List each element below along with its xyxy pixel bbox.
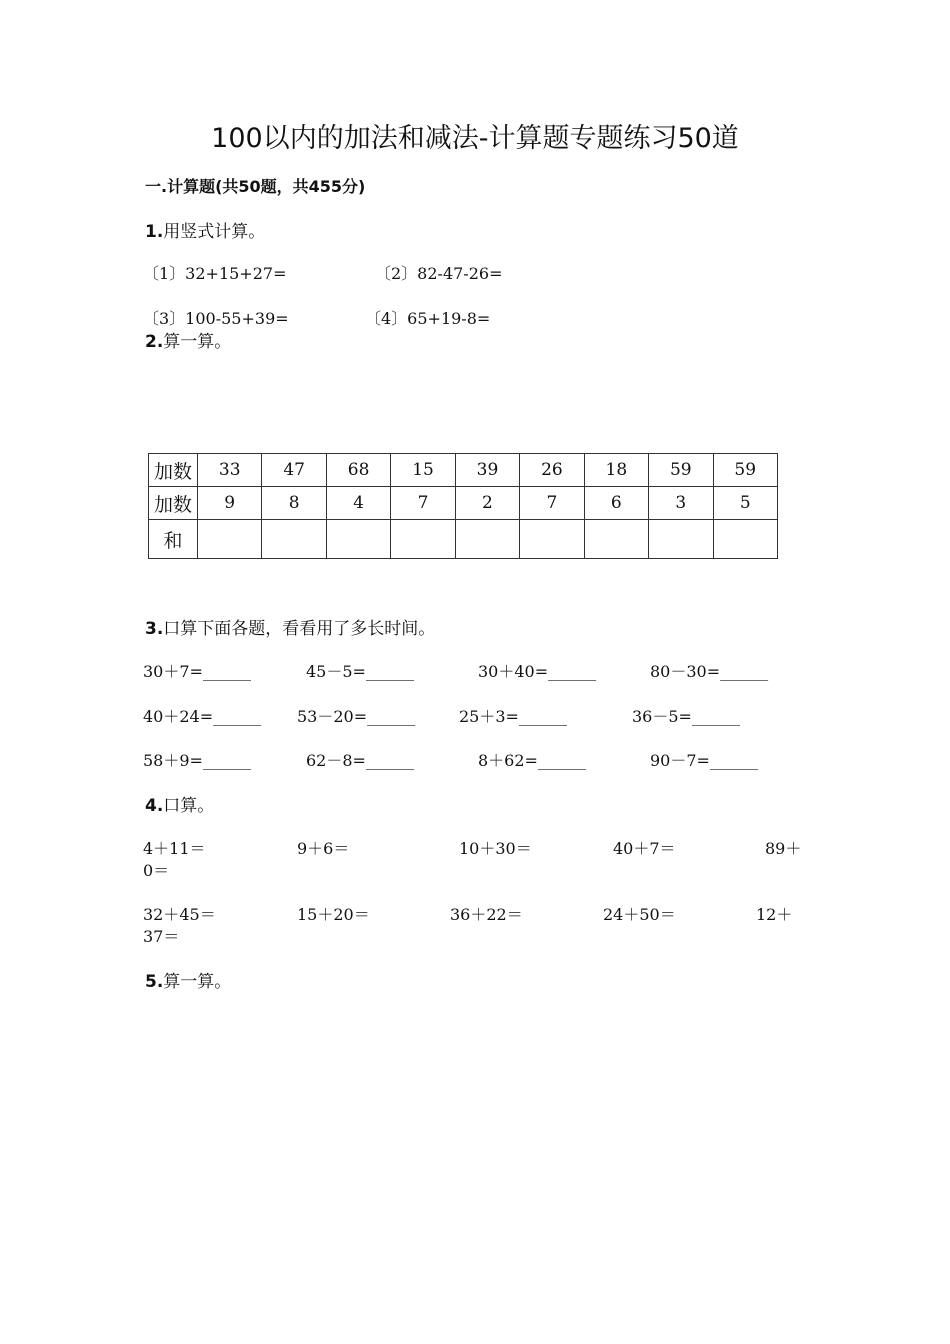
q1-item: 〔3〕100-55+39=	[143, 309, 289, 328]
q3-item: 80－30=______	[650, 662, 769, 681]
addend-cell: 26	[520, 454, 584, 487]
addend-cell: 39	[455, 454, 519, 487]
row-label: 和	[149, 520, 198, 559]
sum-cell[interactable]	[713, 520, 778, 559]
q3-item: 90－7=______	[650, 751, 758, 770]
table-row	[149, 520, 778, 559]
addend-cell: 3	[649, 487, 713, 520]
q4-item: 10＋30＝	[459, 839, 532, 858]
sum-cell[interactable]	[391, 520, 455, 559]
q4-item: 0＝	[143, 861, 170, 880]
question-text: 口算。	[163, 796, 215, 816]
sum-cell[interactable]	[262, 520, 326, 559]
addend-cell: 9	[198, 487, 262, 520]
section-heading: 一.计算题(共50题，共455分)	[145, 177, 366, 196]
question-text: 用竖式计算。	[163, 222, 266, 242]
q1-item: 〔2〕82-47-26=	[375, 264, 503, 283]
addend-cell: 47	[262, 454, 326, 487]
q4-item: 40＋7＝	[613, 839, 676, 858]
q4-item: 89＋	[765, 839, 802, 858]
q3-item: 45－5=______	[306, 662, 414, 681]
q3-item: 58＋9=______	[143, 751, 251, 770]
q4-item: 4＋11＝	[143, 839, 206, 858]
question-5-heading	[145, 967, 231, 992]
row-label: 加数	[149, 454, 198, 487]
addend-cell: 68	[326, 454, 390, 487]
question-4-heading	[145, 791, 214, 816]
q4-item: 36＋22＝	[450, 905, 523, 924]
question-text: 算一算。	[163, 972, 232, 992]
addend-cell: 4	[326, 487, 390, 520]
table-row	[149, 487, 778, 520]
page-title: 100以内的加法和减法-计算题专题练习50道	[211, 123, 739, 154]
addend-cell: 18	[584, 454, 648, 487]
row-label: 加数	[149, 487, 198, 520]
addend-cell: 2	[455, 487, 519, 520]
q3-item: 25＋3=______	[459, 707, 567, 726]
addend-cell: 7	[391, 487, 455, 520]
addend-cell: 59	[649, 454, 713, 487]
q1-item: 〔1〕32+15+27=	[143, 264, 287, 283]
q4-item: 12＋	[756, 905, 793, 924]
q4-item: 32＋45＝	[143, 905, 216, 924]
question-number: 3.	[145, 619, 164, 639]
q4-item: 15＋20＝	[297, 905, 370, 924]
q1-item: 〔4〕65+19-8=	[365, 309, 491, 328]
q4-item: 24＋50＝	[603, 905, 676, 924]
addend-cell: 15	[391, 454, 455, 487]
addend-cell: 59	[713, 454, 778, 487]
sum-cell[interactable]	[455, 520, 519, 559]
sum-cell[interactable]	[584, 520, 648, 559]
table-row	[149, 454, 778, 487]
q3-item: 53－20=______	[297, 707, 416, 726]
question-1-heading	[145, 217, 265, 242]
question-number: 4.	[145, 796, 164, 816]
q3-item: 8＋62=______	[478, 751, 586, 770]
q4-item: 9＋6＝	[297, 839, 350, 858]
addition-table	[148, 453, 778, 559]
addend-cell: 33	[198, 454, 262, 487]
addend-cell: 7	[520, 487, 584, 520]
question-3-heading	[145, 614, 435, 639]
q3-item: 30＋7=______	[143, 662, 251, 681]
question-number: 2.	[145, 332, 164, 352]
sum-cell[interactable]	[198, 520, 262, 559]
q4-item: 37＝	[143, 927, 180, 946]
q3-item: 30＋40=______	[478, 662, 597, 681]
sum-cell[interactable]	[649, 520, 713, 559]
sum-cell[interactable]	[520, 520, 584, 559]
sum-cell[interactable]	[326, 520, 390, 559]
question-2-heading	[145, 327, 231, 352]
q3-item: 62－8=______	[306, 751, 414, 770]
question-number: 5.	[145, 972, 164, 992]
question-text: 口算下面各题，看看用了多长时间。	[163, 619, 436, 639]
addend-cell: 8	[262, 487, 326, 520]
q3-item: 40＋24=______	[143, 707, 262, 726]
question-text: 算一算。	[163, 332, 232, 352]
addend-cell: 5	[713, 487, 778, 520]
question-number: 1.	[145, 222, 164, 242]
addend-cell: 6	[584, 487, 648, 520]
q3-item: 36－5=______	[632, 707, 740, 726]
